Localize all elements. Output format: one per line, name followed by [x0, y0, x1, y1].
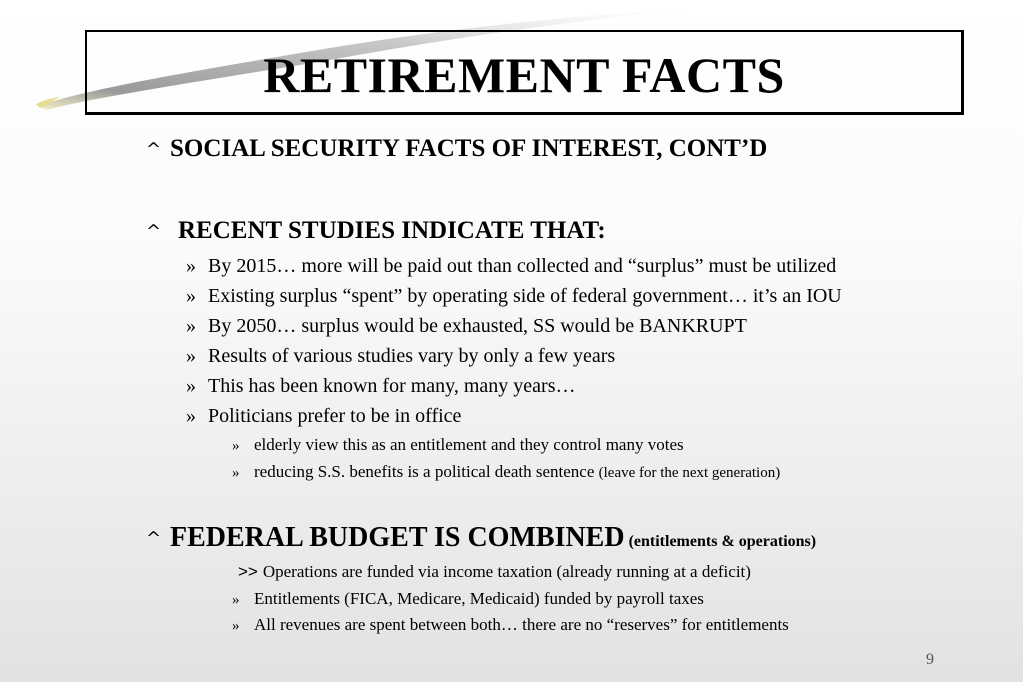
bullet-marker: » [232, 592, 240, 608]
bullet-marker: » [232, 618, 240, 634]
list-item: » By 2015… more will be paid out than collected and “surplus” must be utilized [186, 255, 837, 277]
bullet-marker: >> [238, 562, 258, 581]
list-item: » This has been known for many, many years… [186, 375, 576, 397]
bullet-marker: » [186, 405, 196, 427]
bullet-marker: » [186, 375, 196, 397]
bullet-marker: » [232, 438, 240, 454]
page-title: RETIREMENT FACTS [263, 47, 785, 103]
lambda-bullet-icon: ^ [146, 528, 162, 549]
list-item: » Politicians prefer to be in office [186, 405, 462, 427]
list-item: » Existing surplus “spent” by operating side of federal government… it’s an IOU [186, 285, 842, 307]
list-item: » Results of various studies vary by only a few years [186, 345, 616, 367]
section-heading-note: (entitlements & operations) [628, 533, 817, 550]
bullet-marker: » [232, 465, 240, 481]
lambda-bullet-icon: ^ [146, 139, 162, 160]
sub-list-note: (leave for the next generation) [598, 465, 781, 481]
title-box [85, 30, 964, 115]
section-heading: SOCIAL SECURITY FACTS OF INTEREST, CONT’D [170, 135, 768, 162]
bullet-marker: » [186, 345, 196, 367]
lambda-bullet-icon: ^ [146, 221, 162, 242]
sub-list-item: >> Operations are funded via income taxation (already running at a deficit) [238, 562, 751, 581]
sub-list-item: » elderly view this as an entitlement and they control many votes [232, 435, 684, 454]
sub-list-item: » All revenues are spent between both… there are no “reserves” for entitlements [232, 615, 789, 634]
page-number: 9 [926, 651, 934, 668]
bullet-marker: » [186, 315, 196, 337]
section-heading: FEDERAL BUDGET IS COMBINED [170, 522, 625, 553]
bullet-marker: » [186, 255, 196, 277]
section-heading: RECENT STUDIES INDICATE THAT: [178, 217, 606, 244]
sub-list-item: » reducing S.S. benefits is a political death sentence (leave for the next generation) [232, 462, 781, 481]
sub-list-item: » Entitlements (FICA, Medicare, Medicaid) funded by payroll taxes [232, 589, 704, 608]
list-item: » By 2050… surplus would be exhausted, SS would be BANKRUPT [186, 315, 747, 337]
bullet-marker: » [186, 285, 196, 307]
